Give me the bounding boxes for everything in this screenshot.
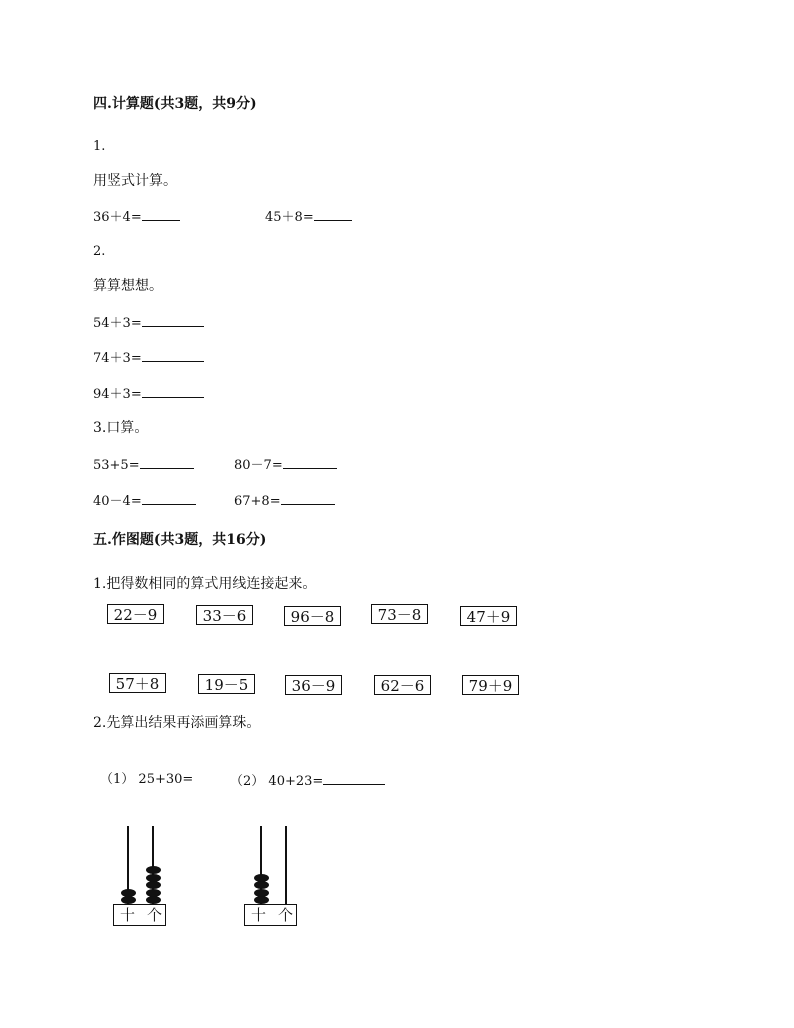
expr-box[interactable]: 57＋8 (109, 673, 166, 693)
answer-blank[interactable] (142, 208, 180, 221)
q2-expr-1: 54＋3= (93, 314, 204, 332)
abacus-bead (146, 881, 161, 889)
abacus-base (244, 904, 297, 926)
q1-number: 1. (93, 139, 106, 154)
q3-expr-1: 53+5= (93, 456, 194, 474)
expr-box[interactable]: 36－9 (285, 675, 342, 695)
expr-box[interactable]: 62－6 (374, 675, 431, 695)
part1-expr: （1） 25+30= (100, 772, 194, 787)
abacus-bead (254, 874, 269, 882)
q2-expr-2: 74＋3= (93, 349, 204, 367)
abacus-2 (244, 826, 299, 928)
ones-label: 个 (278, 906, 294, 924)
tens-label: 十 (251, 906, 267, 924)
ones-label: 个 (147, 906, 163, 924)
answer-blank[interactable] (281, 492, 335, 505)
section4-title: 四.计算题(共3题，共9分) (93, 96, 257, 112)
q2-expr-3: 94＋3= (93, 385, 204, 403)
expr-box[interactable]: 22－9 (107, 604, 164, 624)
answer-blank[interactable] (323, 772, 385, 785)
abacus-bead (121, 896, 136, 904)
expr-box[interactable]: 33－6 (196, 605, 253, 625)
q3-expr-2: 80－7= (234, 456, 337, 474)
expr-box[interactable]: 73－8 (371, 604, 428, 624)
q1-instruction: 用竖式计算。 (93, 173, 177, 189)
answer-blank[interactable] (142, 349, 204, 362)
answer-blank[interactable] (314, 208, 352, 221)
expr-box[interactable]: 19－5 (198, 674, 255, 694)
answer-blank[interactable] (283, 456, 337, 469)
abacus-bead (146, 896, 161, 904)
abacus-bead (146, 889, 161, 897)
abacus-bead (146, 874, 161, 882)
section5-title: 五.作图题(共3题，共16分) (93, 532, 267, 548)
abacus-bead (254, 889, 269, 897)
answer-blank[interactable] (142, 314, 204, 327)
q2-number: 2. (93, 244, 106, 259)
tens-label: 十 (120, 906, 136, 924)
abacus-bead (254, 881, 269, 889)
q3-expr-4: 67+8= (234, 492, 335, 510)
s5-q1-title: 1.把得数相同的算式用线连接起来。 (93, 576, 317, 592)
answer-blank[interactable] (140, 456, 194, 469)
abacus-1 (113, 826, 168, 928)
ones-rod (285, 826, 287, 906)
answer-blank[interactable] (142, 385, 204, 398)
abacus-bead (121, 889, 136, 897)
q1-expr-1: 36＋4= (93, 208, 180, 226)
q2-instruction: 算算想想。 (93, 278, 163, 294)
q3-expr-3: 40－4= (93, 492, 196, 510)
abacus-bead (254, 896, 269, 904)
s5-q2-title: 2.先算出结果再添画算珠。 (93, 715, 261, 731)
abacus-bead (146, 866, 161, 874)
part2-expr: （2） 40+23= (230, 772, 385, 790)
expr-box[interactable]: 79＋9 (462, 675, 519, 695)
expr-box[interactable]: 47＋9 (460, 606, 517, 626)
q1-expr-2: 45＋8= (265, 208, 352, 226)
abacus-base (113, 904, 166, 926)
expr-box[interactable]: 96－8 (284, 606, 341, 626)
answer-blank[interactable] (142, 492, 196, 505)
q3-title: 3.口算。 (93, 420, 149, 436)
